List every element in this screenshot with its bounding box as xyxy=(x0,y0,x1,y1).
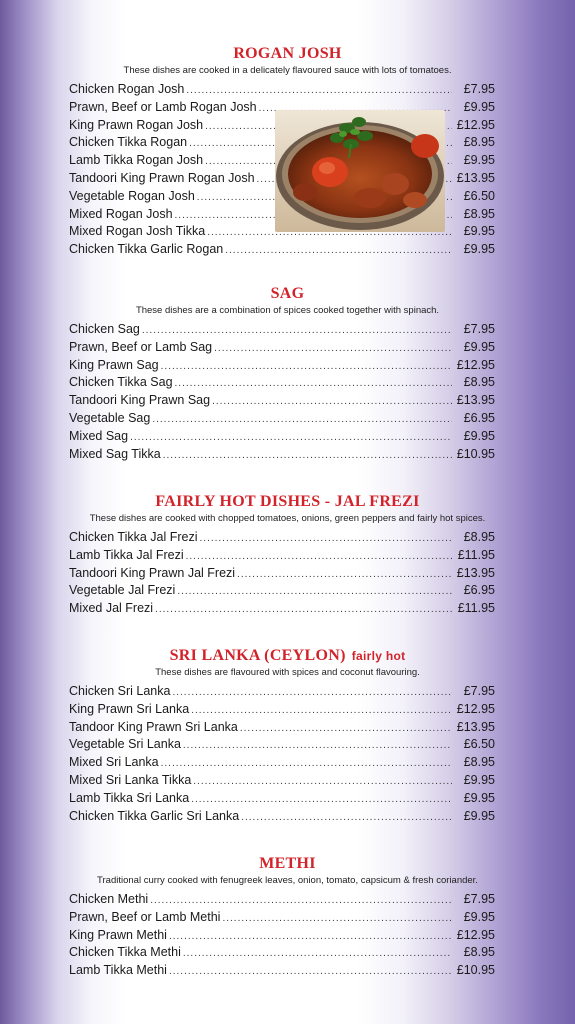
dot-leader xyxy=(177,586,452,597)
menu-item-name: Vegetable Rogan Josh xyxy=(69,188,195,203)
menu-item-price: £8.95 xyxy=(463,206,495,221)
menu-item-name: Chicken Tikka Sag xyxy=(69,375,173,390)
menu-item-price: £7.95 xyxy=(463,892,495,906)
menu-item-name: Mixed Sri Lanka Tikka xyxy=(69,773,192,787)
menu-item xyxy=(69,322,495,340)
dot-leader xyxy=(172,687,452,698)
menu-item-price: £10.95 xyxy=(456,963,495,978)
menu-item-name: Lamb Tikka Methi xyxy=(69,963,167,978)
menu-item xyxy=(69,548,495,566)
section-description: These dishes are a combination of spices cooked together with spinach. xyxy=(135,305,440,316)
dot-leader xyxy=(183,948,452,959)
menu-item-name: Prawn, Beef or Lamb Sag xyxy=(69,339,213,354)
menu-item-name: Mixed Jal Frezi xyxy=(69,601,154,616)
menu-item-name: King Prawn Rogan Josh xyxy=(69,117,204,132)
rogan-josh-dish-photo xyxy=(275,110,445,232)
menu-item-price: £10.95 xyxy=(456,446,495,461)
menu-item xyxy=(69,411,495,429)
menu-item-price: £13.95 xyxy=(456,393,495,408)
menu-item-price: £9.95 xyxy=(463,790,495,805)
menu-item xyxy=(69,375,495,393)
menu-item xyxy=(69,720,495,738)
section-sri-lanka xyxy=(0,646,575,826)
menu-item-name: Tandoori King Prawn Sag xyxy=(69,393,211,408)
menu-item-name: Lamb Tikka Sri Lanka xyxy=(69,790,190,805)
menu-item-name: Lamb Tikka Rogan Josh xyxy=(69,153,204,168)
menu-item xyxy=(69,737,495,755)
menu-item-price: £6.50 xyxy=(463,737,495,752)
menu-item-price: £6.95 xyxy=(463,583,495,598)
dot-leader xyxy=(241,812,452,823)
menu-item-price: £11.95 xyxy=(457,547,495,562)
menu-item xyxy=(69,530,495,548)
dot-leader xyxy=(186,85,452,96)
menu-item-name: Prawn, Beef or Lamb Rogan Josh xyxy=(69,99,257,114)
menu-item xyxy=(69,963,495,981)
dot-leader xyxy=(175,378,452,389)
section-sag xyxy=(0,284,575,464)
menu-item-name: King Prawn Methi xyxy=(69,927,167,942)
dot-leader xyxy=(193,776,452,787)
section-title: METHI xyxy=(259,855,316,872)
menu-item xyxy=(69,82,495,100)
menu-item-price: £9.95 xyxy=(463,99,495,114)
section-description: These dishes are flavoured with spices and coconut flavouring. xyxy=(155,667,420,678)
dot-leader xyxy=(200,533,452,544)
menu-item-price: £9.95 xyxy=(463,909,495,924)
menu-item-name: Chicken Rogan Josh xyxy=(69,82,185,96)
menu-item xyxy=(69,601,495,619)
menu-item-price: £12.95 xyxy=(456,701,495,716)
menu-item-name: King Prawn Sri Lanka xyxy=(69,701,190,716)
section-description: These dishes are cooked with chopped tomatoes, onions, green peppers and fairly hot spices. xyxy=(89,513,486,524)
menu-item-price: £8.95 xyxy=(463,755,495,770)
menu-item xyxy=(69,242,495,260)
menu-item-name: Vegetable Sag xyxy=(69,411,151,425)
menu-list xyxy=(0,530,575,619)
heat-note: fairly hot xyxy=(351,649,406,663)
menu-item-price: £9.95 xyxy=(463,224,495,239)
menu-item-name: Chicken Tikka Jal Frezi xyxy=(69,530,198,544)
menu-item-price: £7.95 xyxy=(463,684,495,698)
menu-item-price: £8.95 xyxy=(463,945,495,960)
menu-item-name: Tandoori King Prawn Rogan Josh xyxy=(69,171,255,185)
menu-item-price: £6.50 xyxy=(463,188,495,203)
menu-item xyxy=(69,393,495,411)
menu-item-price: £13.95 xyxy=(456,565,495,580)
menu-item-name: Mixed Sri Lanka xyxy=(69,755,159,770)
menu-item-price: £13.95 xyxy=(456,171,495,185)
dot-leader xyxy=(214,343,452,354)
menu-item-name: Mixed Sag xyxy=(69,428,129,443)
menu-item-price: £6.95 xyxy=(463,411,495,425)
menu-item-name: Vegetable Jal Frezi xyxy=(69,583,176,598)
dot-leader xyxy=(169,931,452,942)
menu-item-name: Prawn, Beef or Lamb Methi xyxy=(69,909,221,924)
menu-list xyxy=(0,684,575,826)
menu-item-price: £9.95 xyxy=(463,808,495,823)
menu-item-price: £8.95 xyxy=(463,375,495,390)
dot-leader xyxy=(169,966,452,977)
menu-item-name: Tandoori King Prawn Jal Frezi xyxy=(69,565,236,580)
section-description: These dishes are cooked in a delicately flavoured sauce with lots of tomatoes. xyxy=(123,65,452,76)
menu-item-name: Mixed Rogan Josh Tikka xyxy=(69,224,206,239)
menu-list xyxy=(0,892,575,981)
dot-leader xyxy=(225,245,452,256)
dot-leader xyxy=(237,569,452,580)
menu-item-name: Chicken Methi xyxy=(69,892,149,906)
menu-item xyxy=(69,684,495,702)
menu-item-name: Chicken Tikka Garlic Sri Lanka xyxy=(69,808,240,823)
menu-item xyxy=(69,773,495,791)
menu-item xyxy=(69,566,495,584)
section-jal-frezi xyxy=(0,492,575,619)
menu-item-price: £9.95 xyxy=(463,339,495,354)
menu-item xyxy=(69,809,495,827)
menu-item-price: £7.95 xyxy=(463,82,495,96)
menu-item-price: £8.95 xyxy=(463,530,495,544)
dot-leader xyxy=(163,450,452,461)
menu-item-name: Chicken Tikka Rogan xyxy=(69,135,188,150)
menu-item xyxy=(69,340,495,358)
menu-item xyxy=(69,928,495,946)
menu-item-price: £9.95 xyxy=(463,773,495,787)
menu-item-name: Chicken Sri Lanka xyxy=(69,684,171,698)
menu-item-name: Mixed Rogan Josh xyxy=(69,206,173,221)
dot-leader xyxy=(183,740,452,751)
menu-item-price: £7.95 xyxy=(463,322,495,336)
menu-item xyxy=(69,583,495,601)
dot-leader xyxy=(191,705,452,716)
menu-item xyxy=(69,429,495,447)
menu-item-price: £12.95 xyxy=(456,117,495,132)
menu-item-price: £9.95 xyxy=(463,242,495,257)
section-title: FAIRLY HOT DISHES - JAL FREZI xyxy=(155,493,420,510)
menu-item-name: Tandoor King Prawn Sri Lanka xyxy=(69,719,238,734)
menu-item-name: Mixed Sag Tikka xyxy=(69,446,161,461)
menu-item xyxy=(69,447,495,465)
dot-leader xyxy=(152,414,452,425)
menu-item-price: £9.95 xyxy=(463,428,495,443)
dot-leader xyxy=(142,325,452,336)
dot-leader xyxy=(150,895,452,906)
dot-leader xyxy=(161,758,452,769)
dot-leader xyxy=(212,396,452,407)
menu-item-name: Chicken Tikka Garlic Rogan xyxy=(69,242,224,257)
dot-leader xyxy=(240,723,452,734)
menu-item-name: Chicken Tikka Methi xyxy=(69,945,181,960)
section-title: ROGAN JOSH xyxy=(233,45,342,62)
section-title: SAG xyxy=(270,285,305,302)
dot-leader xyxy=(155,604,452,615)
menu-list xyxy=(0,322,575,464)
menu-item xyxy=(69,358,495,376)
menu-item xyxy=(69,755,495,773)
section-description: Traditional curry cooked with fenugreek leaves, onion, tomato, capsicum & fresh coriander. xyxy=(97,875,478,886)
section-methi xyxy=(0,854,575,981)
menu-item-price: £8.95 xyxy=(463,135,495,150)
section-title: SRI LANKA (CEYLON) fairly hot xyxy=(169,647,406,664)
menu-item-name: Chicken Sag xyxy=(69,322,140,336)
menu-item-price: £12.95 xyxy=(456,927,495,942)
menu-item xyxy=(69,702,495,720)
menu-item-name: King Prawn Sag xyxy=(69,357,159,372)
menu-item xyxy=(69,892,495,910)
dot-leader xyxy=(222,913,452,924)
menu-item-price: £13.95 xyxy=(456,719,495,734)
dot-leader xyxy=(161,361,452,372)
menu-item-price: £12.95 xyxy=(456,357,495,372)
menu-item xyxy=(69,945,495,963)
menu-item-price: £9.95 xyxy=(463,153,495,168)
menu-item-name: Lamb Tikka Jal Frezi xyxy=(69,547,184,562)
dot-leader xyxy=(186,551,452,562)
dot-leader xyxy=(191,794,452,805)
menu-item-name: Vegetable Sri Lanka xyxy=(69,737,181,752)
menu-item-price: £11.95 xyxy=(457,601,495,616)
menu-item xyxy=(69,910,495,928)
menu-item xyxy=(69,791,495,809)
dot-leader xyxy=(130,432,452,443)
